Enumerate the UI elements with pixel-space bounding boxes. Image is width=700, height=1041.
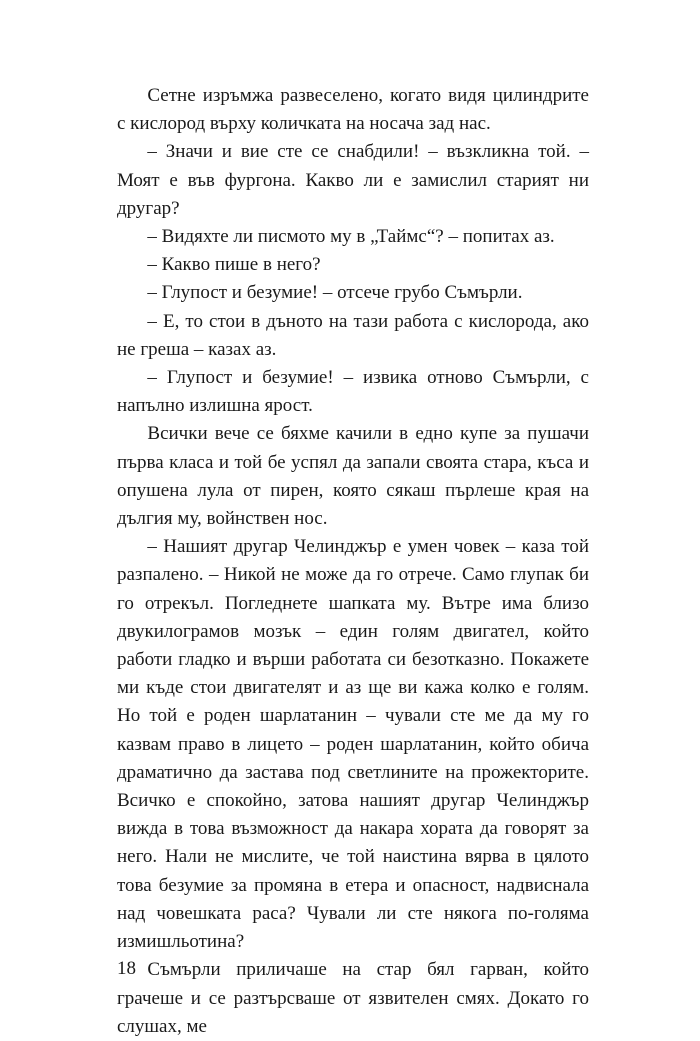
- paragraph: – Е, то стои в дъното на тази работа с кислорода, ако не греша – казах аз.: [117, 310, 589, 360]
- paragraph: – Нашият другар Челинджър е умен човек – каза той разпалено. – Никой не може да го отрече. Само глупак би го отрекъл. Погледнете шапката му. Вътре има близо двукилограмов мозък – един голям двигател, който работи гладко и върши работата си безотказно. Покажете ми къде стои двигателят и аз ще ви кажа колко е голям. Но той е роден шарлатанин – чували сте ме да му го казвам право в лицето – роден шарлатанин, който обича драматично да застава под светлините на прожекторите. Всичко е спокойно, затова нашият другар Челинджър вижда в това възможност да накара хората да говорят за него. Нали не мислите, че той наистина вярва в цялото това безумие за промяна в етера и опасност, надвиснала над човешката раса? Чували ли сте някога по-голяма измишльотина?: [117, 536, 589, 953]
- paragraph: Сетне изръмжа развеселено, когато видя цилиндрите с кислород върху количката на носача зад нас.: [117, 85, 589, 135]
- paragraph: – Глупост и безумие! – отсече грубо Съмърли.: [147, 282, 523, 304]
- paragraph: – Какво пише в него?: [147, 254, 321, 276]
- paragraph: – Видяхте ли писмото му в „Таймс“? – попитах аз.: [147, 226, 555, 248]
- page-number: 18: [117, 958, 136, 979]
- body-text: [117, 82, 589, 1041]
- paragraph: – Глупост и безумие! – извика отново Съмърли, с напълно излишна ярост.: [117, 367, 589, 417]
- paragraph: Всички вече се бяхме качили в едно купе за пушачи първа класа и той бе успял да запали своята стара, къса и опушена лула от пирен, която сякаш пърлеше края на дългия му, войнствен нос.: [117, 423, 589, 530]
- paragraph: – Значи и вие сте се снабдили! – възкликна той. – Моят е във фургона. Какво ли е замислил старият ни другар?: [117, 141, 589, 219]
- paragraph: Съмърли приличаше на стар бял гарван, който грачеше и се разтърсваше от язвителен смях. Докато го слушах, ме: [117, 959, 589, 1037]
